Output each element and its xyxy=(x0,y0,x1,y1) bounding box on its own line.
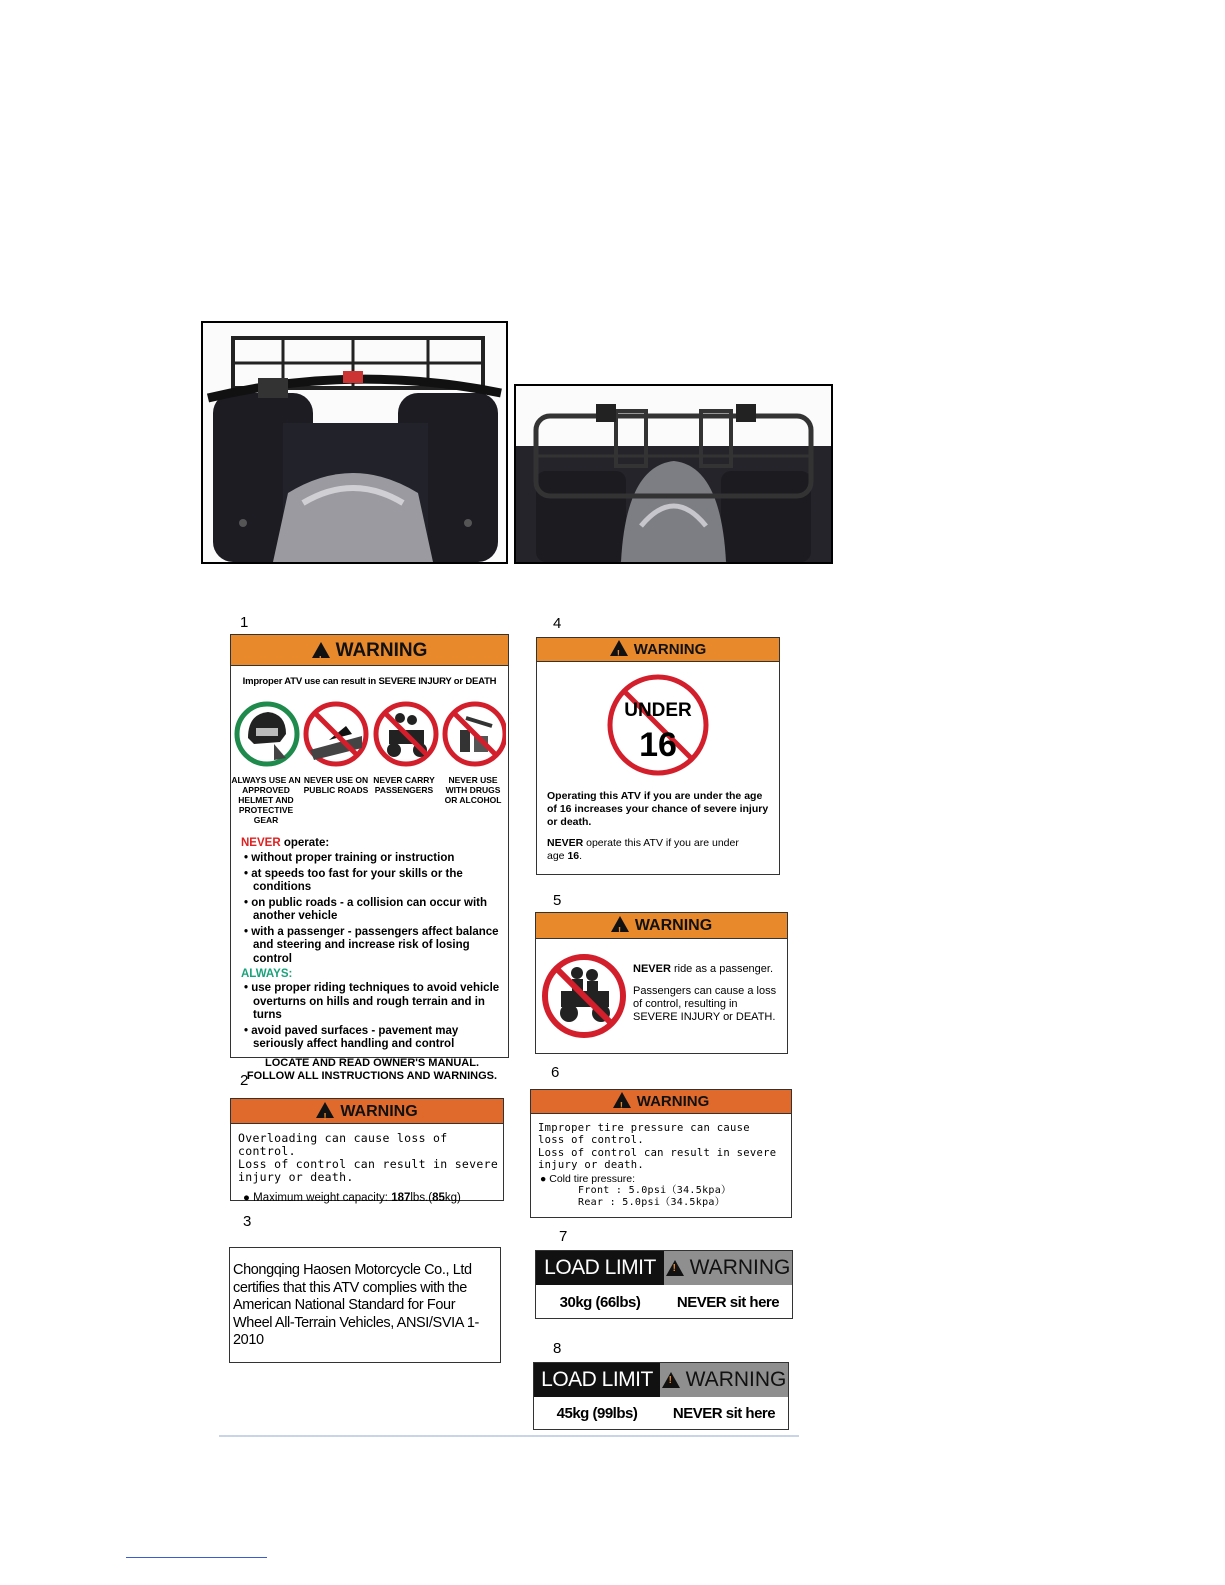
warning-label-under-16 xyxy=(536,637,780,875)
load-limit-label-30kg xyxy=(535,1250,793,1319)
label-4-never: NEVER operate this ATV if you are under age 16. xyxy=(547,837,739,862)
warning-label-overloading xyxy=(230,1098,504,1204)
list-item: • with a passenger - passengers affect balance and steering and increase risk of losing control xyxy=(244,925,499,965)
warning-header: !WARNING xyxy=(531,1090,791,1114)
list-item: • on public roads - a collision can occur with another vehicle xyxy=(244,896,488,922)
label-number-8: 8 xyxy=(553,1340,562,1357)
icon-caption-helmet: ALWAYS USE AN APPROVED HELMET AND PROTECTIVE GEAR xyxy=(231,775,301,825)
safety-icons-row xyxy=(234,700,506,770)
age-16-text: 16 xyxy=(639,726,677,764)
label-2-body: Overloading can cause loss of control. Loss of control can result in severe injury or death. xyxy=(238,1131,499,1184)
label-number-1: 1 xyxy=(240,614,249,631)
footnote-divider xyxy=(126,1557,267,1558)
always-list xyxy=(241,982,503,1052)
section-divider xyxy=(219,1435,799,1437)
icon-caption-drugs: NEVER USE WITH DRUGS OR ALCOHOL xyxy=(444,775,502,805)
always-heading: ALWAYS: xyxy=(241,968,293,980)
warning-header: !WARNING xyxy=(536,913,787,939)
warning-label-tire-pressure xyxy=(530,1089,792,1218)
warning-header: !WARNING xyxy=(537,638,779,662)
atv-front-rack-photo xyxy=(201,321,508,564)
label-1-footer: LOCATE AND READ OWNER'S MANUAL. FOLLOW ALL INSTRUCTIONS AND WARNINGS. xyxy=(246,1056,498,1082)
no-passenger-icon xyxy=(541,953,627,1039)
warning-triangle-icon xyxy=(312,642,330,658)
warning-triangle-icon xyxy=(666,1260,684,1276)
warning-triangle-icon xyxy=(662,1372,680,1388)
warning-triangle-icon xyxy=(316,1102,334,1118)
no-drugs-alcohol-icon xyxy=(445,704,505,764)
label-4-text: Operating this ATV if you are under the age of 16 increases your chance of severe injury or death. xyxy=(547,790,769,828)
no-passengers-icon xyxy=(376,704,436,764)
list-item: • without proper training or instruction xyxy=(244,852,455,864)
rear-pressure: Rear : 5.0psi（34.5kpa） xyxy=(578,1197,726,1209)
label-number-4: 4 xyxy=(553,615,562,632)
list-item: • use proper riding techniques to avoid vehicle overturns on hills and rough terrain and in turns xyxy=(244,982,500,1021)
warning-triangle-icon xyxy=(613,1092,631,1108)
load-limit-label-45kg xyxy=(533,1362,789,1430)
under-text: UNDER xyxy=(624,700,692,721)
certification-label xyxy=(229,1247,501,1363)
icon-caption-public-roads: NEVER USE ON PUBLIC ROADS xyxy=(303,775,369,795)
front-pressure: Front : 5.0psi（34.5kpa） xyxy=(578,1185,732,1197)
label-5-body: NEVER ride as a passenger. Passengers can cause a loss of control, resulting in SEVERE INJURY or DEATH. xyxy=(633,963,777,1023)
label-1-headline: Improper ATV use can result in SEVERE INJURY or DEATH xyxy=(242,676,497,687)
label-number-7: 7 xyxy=(559,1228,568,1245)
warning-header: !WARNING xyxy=(231,1099,503,1124)
warning-label-general xyxy=(230,634,509,1082)
max-weight-capacity: ● Maximum weight capacity: 187lbs.(85kg) xyxy=(243,1192,461,1204)
label-number-3: 3 xyxy=(243,1213,252,1230)
never-sit-here: NEVER sit here xyxy=(676,1293,780,1311)
certification-text: Chongqing Haosen Motorcycle Co., Ltd certifies that this ATV complies with the American National Standard for Four Wheel All-Terrain Vehicles, ANSI/SVIA 1-2010 xyxy=(233,1262,479,1348)
atv-front-illustration xyxy=(203,323,506,562)
never-operate-heading: NEVER operate: xyxy=(241,837,330,849)
cold-tire-pressure: ● Cold tire pressure: Front : 5.0psi（34.5kpa） Rear : 5.0psi（34.5kpa） xyxy=(531,1171,791,1209)
warning-heading: ! WARNING xyxy=(664,1251,792,1285)
label-1-body xyxy=(241,837,503,1083)
load-limit-heading: LOAD LIMIT xyxy=(536,1251,664,1285)
helmet-icon xyxy=(237,704,297,764)
load-weight: 30kg (66lbs) xyxy=(559,1293,641,1311)
label-number-6: 6 xyxy=(551,1064,560,1081)
list-item: • at speeds too fast for your skills or the conditions xyxy=(244,867,463,893)
warning-triangle-icon xyxy=(611,916,629,932)
atv-rear-rack-photo xyxy=(514,384,833,564)
atv-rear-illustration xyxy=(516,386,831,562)
icon-caption-passengers: NEVER CARRY PASSENGERS xyxy=(373,775,435,795)
never-sit-here: NEVER sit here xyxy=(672,1405,776,1422)
warning-label-passenger xyxy=(535,912,788,1054)
warning-header: !WARNING xyxy=(231,635,508,666)
label-6-body: Improper tire pressure can cause loss of control. Loss of control can result in severe injury or death. xyxy=(538,1122,777,1171)
label-number-2: 2 xyxy=(240,1072,249,1089)
label-number-5: 5 xyxy=(553,892,562,909)
warning-triangle-icon xyxy=(610,640,628,656)
load-weight: 45kg (99lbs) xyxy=(556,1405,638,1422)
never-list xyxy=(241,852,503,966)
load-limit-heading: LOAD LIMIT xyxy=(534,1363,660,1397)
no-public-roads-icon xyxy=(306,704,366,764)
warning-heading: ! WARNING xyxy=(660,1363,788,1397)
list-item: • avoid paved surfaces - pavement may seriously affect handling and control xyxy=(244,1024,459,1050)
